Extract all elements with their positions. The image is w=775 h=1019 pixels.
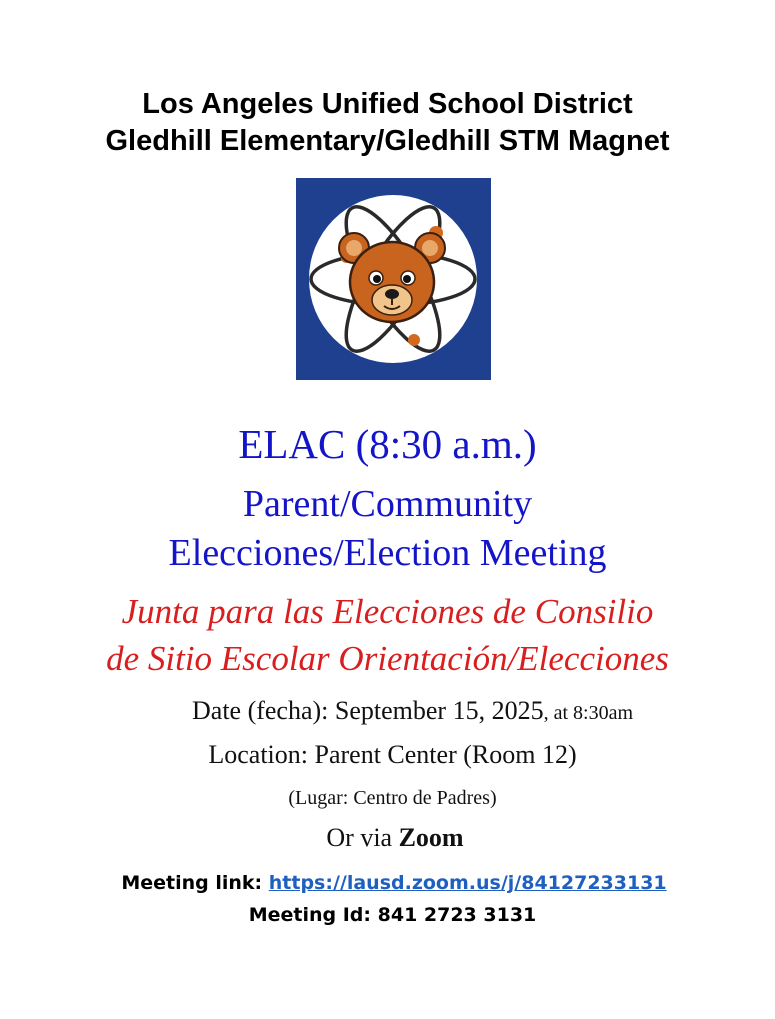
meeting-link-label: Meeting link:	[121, 872, 269, 894]
or-via-text: Or via	[326, 823, 399, 852]
district-title: Los Angeles Unified School District	[142, 88, 633, 120]
atom-bear-icon	[296, 178, 491, 380]
spanish-title-line1: Junta para las Elecciones de Consilio	[121, 592, 654, 631]
meeting-id-label: Meeting Id:	[248, 904, 378, 926]
date-line	[192, 694, 633, 730]
meeting-title-line1: Parent/Community	[242, 483, 533, 525]
elac-heading: ELAC (8:30 a.m.)	[238, 421, 537, 467]
location-text: Location: Parent Center (Room 12)	[208, 740, 577, 769]
meeting-link[interactable]: https://lausd.zoom.us/j/84127233131	[268, 872, 667, 894]
meeting-id-line	[0, 902, 775, 928]
meeting-title-line2: Elecciones/Election Meeting	[168, 532, 607, 574]
zoom-line	[0, 821, 775, 855]
school-logo	[296, 178, 491, 380]
lugar-text: (Lugar: Centro de Padres)	[288, 787, 497, 809]
time-text: , at 8:30am	[543, 702, 634, 724]
meeting-link-line	[0, 870, 775, 896]
spanish-title-line2: de Sitio Escolar Orientación/Elecciones	[106, 639, 669, 678]
zoom-text: Zoom	[398, 823, 464, 852]
meeting-id-value: 841 2723 3131	[377, 904, 537, 926]
school-title: Gledhill Elementary/Gledhill STM Magnet	[105, 125, 670, 157]
date-text: Date (fecha): September 15, 2025	[192, 696, 544, 725]
